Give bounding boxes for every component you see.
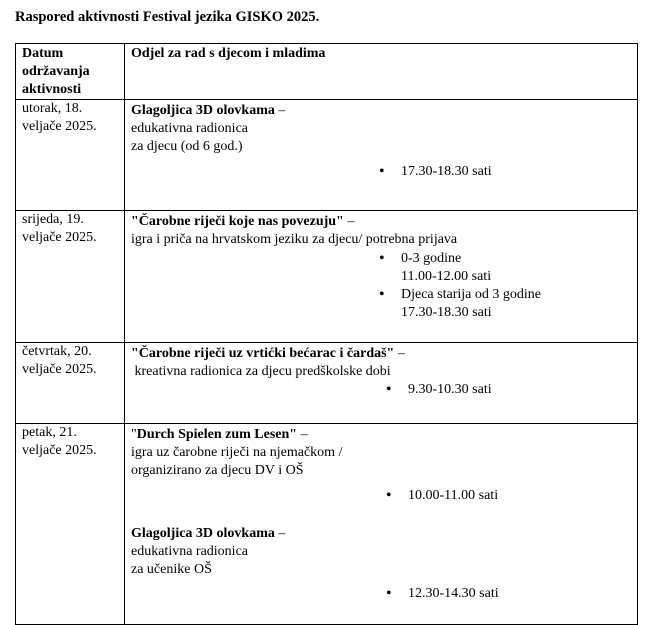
document-title: Raspored aktivnosti Festival jezika GISKO 2025.	[15, 9, 320, 25]
date-cell	[16, 100, 125, 211]
time-text: 11.00-12.00 sati	[401, 269, 492, 284]
activity-desc: igra uz čarobne riječi na njemačkom /	[131, 445, 343, 460]
activity-title: "Čarobne riječi uz vrtićki bećarac i čardaš"	[131, 346, 395, 361]
activity-title: Durch Spielen zum Lesen"	[136, 427, 298, 442]
date-line: utorak, 18.	[22, 101, 83, 116]
activity-cell	[125, 343, 638, 424]
date-line: veljače 2025.	[22, 119, 97, 134]
date-cell	[16, 424, 125, 625]
time-item	[408, 381, 631, 399]
date-line: četvrtak, 20.	[22, 344, 92, 359]
date-line: srijeda, 19.	[22, 212, 84, 227]
time-text: • Djeca starija od 3 godine	[401, 287, 541, 302]
time-list	[401, 250, 631, 322]
activity-title: Glagoljica 3D olovkama	[131, 103, 275, 118]
table-row	[16, 211, 638, 343]
activity-dash: –	[343, 214, 355, 229]
schedule-table	[15, 43, 638, 625]
time-item	[408, 487, 631, 505]
date-line: petak, 21.	[22, 425, 77, 440]
activity-desc: edukativna radionica	[131, 544, 249, 559]
activity-desc: edukativna radionica	[131, 121, 249, 136]
header-activity: Odjel za rad s djecom i mladima	[125, 44, 638, 100]
time-list	[408, 381, 631, 399]
table-row	[16, 343, 638, 424]
time-text: 12.30-14.30 sati	[408, 586, 499, 601]
time-text: 10.00-11.00 sati	[408, 488, 499, 503]
activity-dash: –	[394, 346, 405, 361]
table-row	[16, 424, 638, 625]
header-date-line: aktivnosti	[22, 82, 82, 97]
date-line: veljače 2025.	[22, 230, 97, 245]
activity-dash: –	[274, 526, 286, 541]
activity-desc: kreativna radionica za djecu predškolske dobi	[131, 364, 391, 379]
date-cell	[16, 343, 125, 424]
activity-desc: za učenike OŠ	[131, 562, 212, 577]
header-date-line: Datum	[22, 46, 64, 61]
table-header-row	[16, 44, 638, 100]
activity-desc: organizirano za djecu DV i OŠ	[131, 463, 304, 478]
activity-dash: –	[297, 427, 308, 442]
time-item	[401, 286, 631, 322]
activity-desc: igra i priča na hrvatskom jeziku za djecu/ potrebna prijava	[131, 232, 458, 247]
time-item	[408, 585, 631, 603]
activity-title: Glagoljica 3D olovkama	[131, 526, 275, 541]
activity-title: "Čarobne riječi koje nas povezuju"	[131, 214, 344, 229]
activity-desc: za djecu (od 6 god.)	[131, 139, 243, 154]
time-text: 17.30-18.30 sati	[401, 305, 492, 320]
activity-cell	[125, 211, 638, 343]
time-text: 17.30-18.30 sati	[401, 164, 492, 179]
time-text: 9.30-10.30 sati	[408, 382, 492, 397]
time-item	[401, 163, 631, 181]
time-text: • 0-3 godine	[401, 251, 462, 266]
time-list	[401, 163, 631, 181]
activity-quote: "	[131, 427, 137, 442]
header-date-line: održavanja	[22, 64, 90, 79]
activity-dash: –	[274, 103, 286, 118]
header-date	[16, 44, 125, 100]
time-list	[408, 585, 631, 603]
table-row	[16, 100, 638, 211]
date-cell	[16, 211, 125, 343]
activity-cell	[125, 424, 638, 625]
time-list	[408, 487, 631, 505]
date-line: veljače 2025.	[22, 362, 97, 377]
date-line: veljače 2025.	[22, 443, 97, 458]
activity-cell	[125, 100, 638, 211]
time-item	[401, 250, 631, 286]
